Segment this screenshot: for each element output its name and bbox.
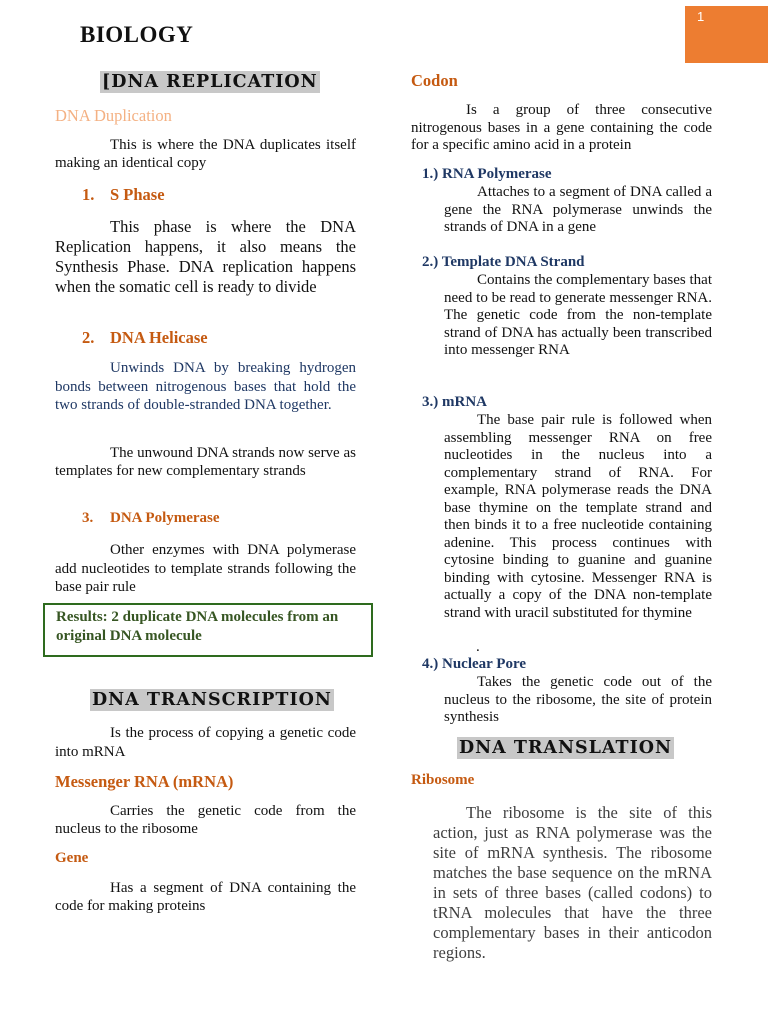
s-phase-number: 1.: [82, 185, 95, 204]
s-phase-heading: [82, 185, 165, 205]
mrna-item-dot: .: [476, 639, 480, 655]
transcription-intro: Is the process of copying a genetic code into mRNA: [55, 725, 356, 760]
dna-polymerase-number: 3.: [82, 510, 94, 526]
gene-text: Has a segment of DNA containing the code for making proteins: [55, 880, 356, 914]
codon-text: Is a group of three consecutive nitrogenous bases in a gene containing the code for a specific amino acid in a protein: [411, 102, 712, 153]
dna-polymerase-label: DNA Polymerase: [110, 510, 220, 526]
dna-helicase-text-2: The unwound DNA strands now serve as templates for new complementary strands: [55, 445, 356, 479]
dna-duplication-text: This is where the DNA duplicates itself making an identical copy: [55, 137, 356, 171]
mrna-text: Carries the genetic code from the nucleus to the ribosome: [55, 803, 356, 837]
document-title: BIOLOGY: [80, 22, 194, 47]
rna-polymerase-text: Attaches to a segment of DNA called a gene the RNA polymerase unwinds the strands of DNA in a gene: [444, 184, 712, 235]
ribosome-text: The ribosome is the site of this action, just as RNA polymerase was the site of mRNA synthesis. The ribosome matches the base sequence on the mRNA in sets of three bases (called codons) to tRNA molecules that have the three complementary bases in their anticodon regions.: [433, 803, 712, 962]
mrna-heading: Messenger RNA (mRNA): [55, 772, 234, 791]
dna-polymerase-heading: [82, 510, 220, 527]
results-box: [43, 603, 373, 657]
dna-helicase-number: 2.: [82, 328, 95, 347]
mrna-item-text: The base pair rule is followed when assembling messenger RNA on free nucleotides in the nucleus into a complementary strand of RNA. For example, RNA polymerase reads the DNA base thymine on the template strand and then binds it to a free nucleotide containing adenine. This process continues with cytosine binding to guanine and guanine binding with cytosine. Messenger RNA is actually a copy of the DNA non-template strand with uracil substituted for thymine: [444, 412, 712, 621]
mrna-item-heading: 3.) mRNA: [422, 394, 487, 410]
nuclear-pore-text: Takes the genetic code out of the nucleus to the ribosome, the site of protein synthesis: [444, 674, 712, 725]
dna-helicase-heading: [82, 328, 208, 348]
template-dna-strand-text: Contains the complementary bases that need to be read to generate messenger RNA. The genetic code from the non-template strand of DNA has actually been transcribed into messenger RNA: [444, 272, 712, 358]
dna-translation-title: DNA TRANSLATION: [459, 738, 672, 758]
nuclear-pore-heading: 4.) Nuclear Pore: [422, 656, 526, 672]
codon-heading: Codon: [411, 71, 458, 90]
page-number: 1: [697, 9, 705, 24]
page-number-box: [685, 6, 768, 63]
ribosome-heading: Ribosome: [411, 772, 475, 788]
s-phase-text: This phase is where the DNA Replication happens, it also means the Synthesis Phase. DNA replication happens when the somatic cell is ready to divide: [55, 217, 356, 296]
results-text: Results: 2 duplicate DNA molecules from an original DNA molecule: [56, 609, 339, 644]
dna-polymerase-text: Other enzymes with DNA polymerase add nucleotides to template strands following the base pair rule: [55, 542, 356, 595]
dna-duplication-heading: DNA Duplication: [55, 106, 172, 125]
dna-helicase-label: DNA Helicase: [110, 328, 208, 347]
template-dna-strand-heading: 2.) Template DNA Strand: [422, 254, 585, 270]
rna-polymerase-heading: 1.) RNA Polymerase: [422, 166, 552, 182]
gene-heading: Gene: [55, 850, 89, 866]
dna-replication-title: [DNA REPLICATION: [102, 72, 318, 92]
dna-helicase-text-1: Unwinds DNA by breaking hydrogen bonds between nitrogenous bases that hold the two strands of double-stranded DNA together.: [55, 360, 356, 413]
s-phase-label: S Phase: [110, 185, 165, 204]
dna-transcription-title: DNA TRANSCRIPTION: [92, 690, 332, 710]
